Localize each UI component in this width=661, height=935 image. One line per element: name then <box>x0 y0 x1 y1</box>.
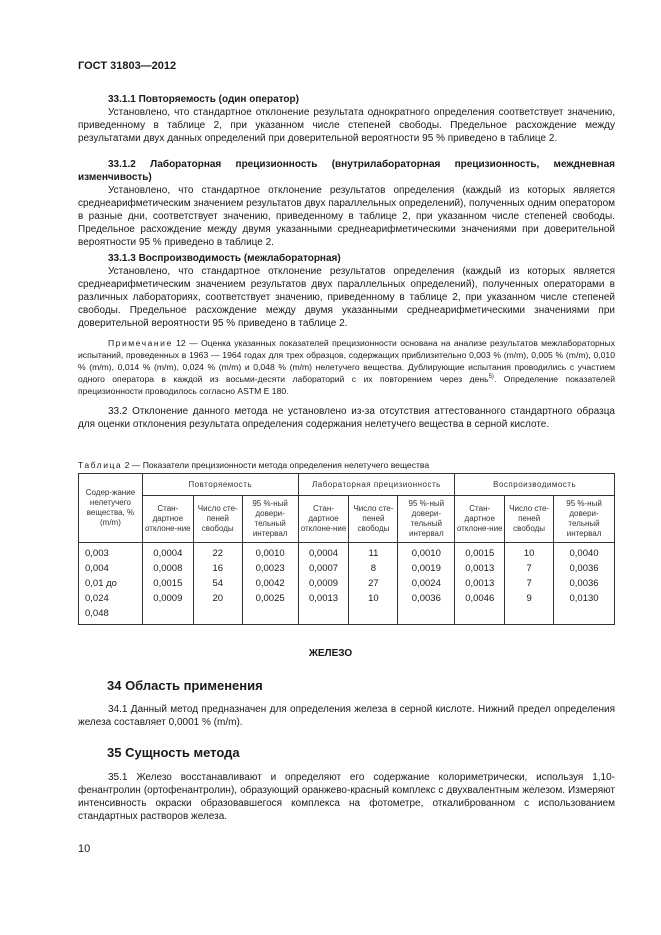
document-code: ГОСТ 31803—2012 <box>78 60 177 72</box>
subcol-dof: Число сте-пеней свободы <box>505 496 554 543</box>
clause-title: 33.1.1 Повторяемость (один оператор) <box>108 94 299 105</box>
subcol-dof: Число сте-пеней свободы <box>193 496 242 543</box>
clause-33-2 <box>78 405 615 431</box>
group-header-lab-precision: Лабораторная прецизионность <box>298 474 455 496</box>
heading-34: 34 Область применения <box>107 678 263 693</box>
note-12 <box>78 337 615 397</box>
table-row <box>79 543 615 625</box>
subcol-ci95: 95 %-ный довери-тельный интервал <box>554 496 615 543</box>
note-text-part2: . Определение показателей прецизионности проводилось согласно ASTM E 180. <box>78 374 615 396</box>
heading-35: 35 Сущность метода <box>107 745 240 760</box>
cell-content: 0,003 0,004 0,01 до 0,024 0,048 <box>79 543 143 625</box>
clause-34-1 <box>78 703 615 729</box>
clause-33-1-2 <box>78 158 615 249</box>
cell-rep-dof: 22 16 54 20 <box>193 543 242 625</box>
clause-title: 33.1.3 Воспроизводимость (межлабораторная) <box>108 253 341 264</box>
cell-repr-stddev: 0,0015 0,0013 0,0013 0,0046 <box>455 543 505 625</box>
subcol-std-dev: Стан-дартное отклоне-ние <box>142 496 193 543</box>
group-header-repeatability: Повторяемость <box>142 474 298 496</box>
clause-35-1 <box>78 771 615 823</box>
subcol-dof: Число сте-пеней свободы <box>349 496 398 543</box>
clause-text: Установлено, что стандартное отклонение результата однократного определения соответствует значению, приведенному в таблице 2, при указанном числе степеней свободы. Предельное расхождение между результатами двух данных определений при доверительной вероятности 95 % приведено в таблице 2. <box>78 107 615 144</box>
table-caption-text: 2 — Показатели прецизионности метода определения нелетучего вещества <box>122 460 430 470</box>
col-header-content: Содер-жание нелетучего вещества, % (m/m) <box>79 474 143 543</box>
table-caption <box>78 460 429 470</box>
note-label: Примечание <box>108 338 173 348</box>
clause-text: 33.2 Отклонение данного метода не установлено из-за отсутствия аттестованного стандартного образца для оценки отклонения результата определения содержания нелетучего вещества в серной кислоте. <box>78 406 615 430</box>
subcol-std-dev: Стан-дартное отклоне-ние <box>298 496 349 543</box>
clause-33-1-3 <box>78 252 615 330</box>
cell-lab-stddev: 0,0004 0,0007 0,0009 0,0013 <box>298 543 349 625</box>
table-caption-label: Таблица <box>78 460 123 470</box>
footnote-ref: 5) <box>488 374 494 381</box>
subcol-std-dev: Стан-дартное отклоне-ние <box>455 496 505 543</box>
clause-text: 34.1 Данный метод предназначен для определения железа в серной кислоте. Нижний предел определения железа составляет 0,0001 % (m/m). <box>78 704 615 728</box>
clause-title: 33.1.2 Лабораторная прецизионность (внутрилабораторная прецизионность, междневная изменчивость) <box>78 159 615 183</box>
note-text-part1: 12 — Оценка указанных показателей прецизионности основана на анализе результатов межлабораторных испытаний, проведенных в 1963 — 1964 годах для трех образцов, содержащих приблизительно 0,003 % (m/m), 0,005 % (m/m), 0,010 % (m/m), 0,014 % (m/m), 0,024 % (m/m) и 0,048 % (m/m) нелетучего вещества. Дублирующие испытания проводились с участием одного оператора в каждой из восьми-десяти лабораторий с их повторением через день <box>78 338 615 384</box>
cell-lab-ci: 0,0010 0,0019 0,0024 0,0036 <box>398 543 455 625</box>
cell-lab-dof: 11 8 27 10 <box>349 543 398 625</box>
cell-rep-stddev: 0,0004 0,0008 0,0015 0,0009 <box>142 543 193 625</box>
page-number: 10 <box>78 843 91 855</box>
precision-table <box>78 473 615 625</box>
clause-33-1-1 <box>78 93 615 145</box>
cell-repr-ci: 0,0040 0,0036 0,0036 0,0130 <box>554 543 615 625</box>
section-title-iron: ЖЕЛЕЗО <box>308 648 353 659</box>
cell-repr-dof: 10 7 7 9 <box>505 543 554 625</box>
clause-text: 35.1 Железо восстанавливают и определяют его содержание колориметрически, используя 1,10-фенантролин (ортофенантролин), образующий оранжево-красный комплекс с двухвалентным железом. Измеряют интенсивность окраски образовавшегося комплекса на фотометре, откалиброванном с использованием стандартных растворов железа. <box>78 772 615 822</box>
group-header-reproducibility: Воспроизводимость <box>455 474 615 496</box>
clause-text: Установлено, что стандартное отклонение результатов определения (каждый из которых является среднеарифметическим значением результатов двух параллельных определений), полученных операторами в различных лабораториях, соответствует значению, приведенному в таблице 2, при указанном числе степеней свободы. Предельное расхождение между двумя указанными среднеарифметическими значениями при доверительной вероятности 95 % приведено в таблице 2. <box>78 266 615 329</box>
cell-rep-ci: 0,0010 0,0023 0,0042 0,0025 <box>242 543 298 625</box>
subcol-ci95: 95 %-ный довери-тельный интервал <box>242 496 298 543</box>
subcol-ci95: 95 %-ный довери-тельный интервал <box>398 496 455 543</box>
clause-text: Установлено, что стандартное отклонение результатов определения (каждый из которых является среднеарифметическим значением результатов двух параллельных определений), полученных одним оператором в разные дни, соответствует значению, приведенному в таблице 2, при указанном числе степеней свободы. Предельное расхождение между двумя указанными среднеарифметическими значениями при доверительной вероятности 95 % приведено в таблице 2. <box>78 185 615 248</box>
